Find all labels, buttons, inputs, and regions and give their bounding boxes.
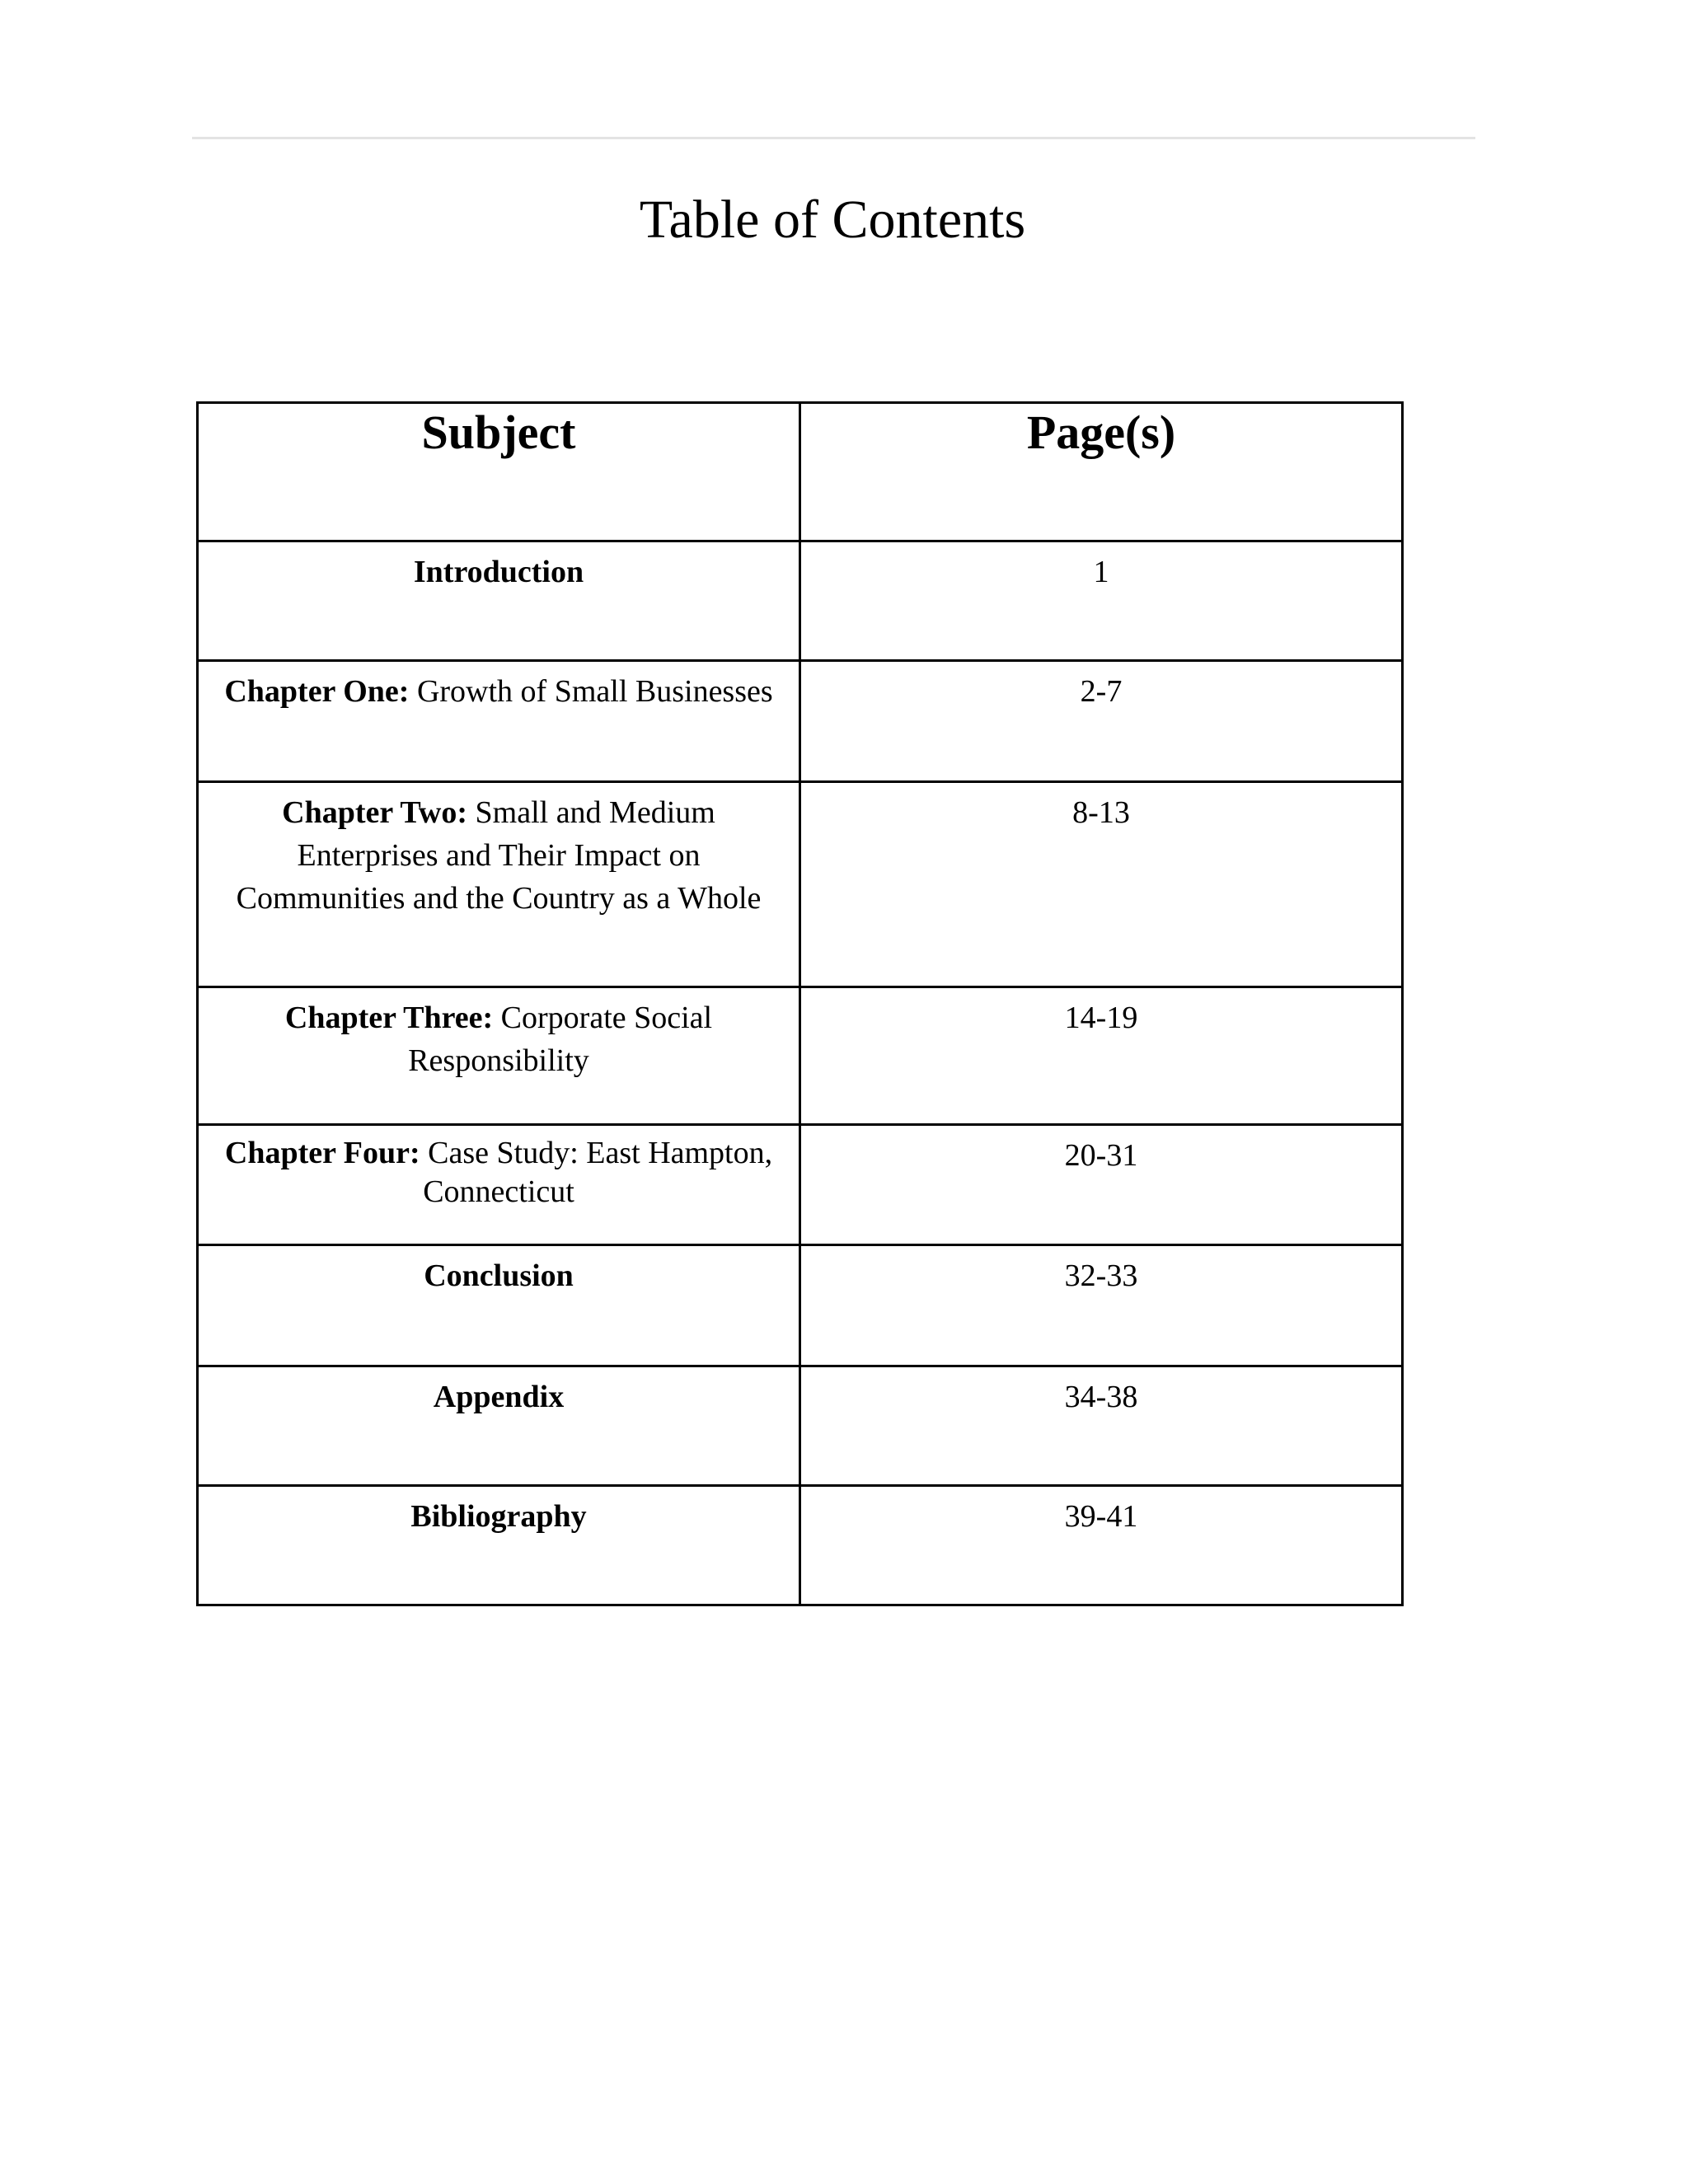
toc-subject-cell [198,782,800,987]
toc-page-cell: 14-19 [800,987,1403,1125]
toc-row [198,1125,1403,1245]
toc-row [198,1486,1403,1605]
toc-page-cell: 39-41 [800,1486,1403,1605]
toc-entry-description: Case Study: East Hampton, Connecticut [423,1136,773,1209]
toc-page-cell: 32-33 [800,1245,1403,1366]
toc-page-cell: 8-13 [800,782,1403,987]
page-title: Table of Contents [639,190,1026,250]
toc-entry-description: Small and Medium Enterprises and Their Impact on Communities and the Country as a Whole [236,795,762,916]
toc-entry-description: Corporate Social Responsibility [408,1001,713,1078]
toc-subject-cell [198,1125,800,1245]
toc-entry-label: Chapter Two: [282,795,468,830]
toc-row [198,782,1403,987]
toc-page-cell: 20-31 [800,1125,1403,1245]
toc-entry-label: Bibliography [410,1499,587,1534]
column-header-pages: Page(s) [800,403,1403,541]
toc-page-cell: 34-38 [800,1366,1403,1486]
toc-page-cell: 2-7 [800,661,1403,782]
toc-row [198,1366,1403,1486]
toc-row [198,541,1403,661]
toc-subject-cell [198,987,800,1125]
toc-subject-cell [198,541,800,661]
toc-entry-description: Growth of Small Businesses [416,674,773,709]
toc-entry-label: Chapter One: [224,674,410,709]
toc-subject-cell [198,661,800,782]
toc-subject-cell [198,1486,800,1605]
toc-entry-label: Chapter Four: [224,1136,420,1170]
toc-page-cell: 1 [800,541,1403,661]
toc-row [198,987,1403,1125]
toc-entry-label: Conclusion [424,1258,574,1293]
toc-subject-cell [198,1245,800,1366]
toc-header-row [198,403,1403,541]
toc-entry-label: Chapter Three: [284,1001,494,1035]
toc-subject-cell [198,1366,800,1486]
toc-table [196,401,1404,1606]
toc-row [198,1245,1403,1366]
toc-entry-label: Appendix [433,1380,565,1414]
page-top-divider [192,137,1475,139]
toc-entry-label: Introduction [413,555,584,589]
column-header-subject: Subject [198,403,800,541]
toc-row [198,661,1403,782]
